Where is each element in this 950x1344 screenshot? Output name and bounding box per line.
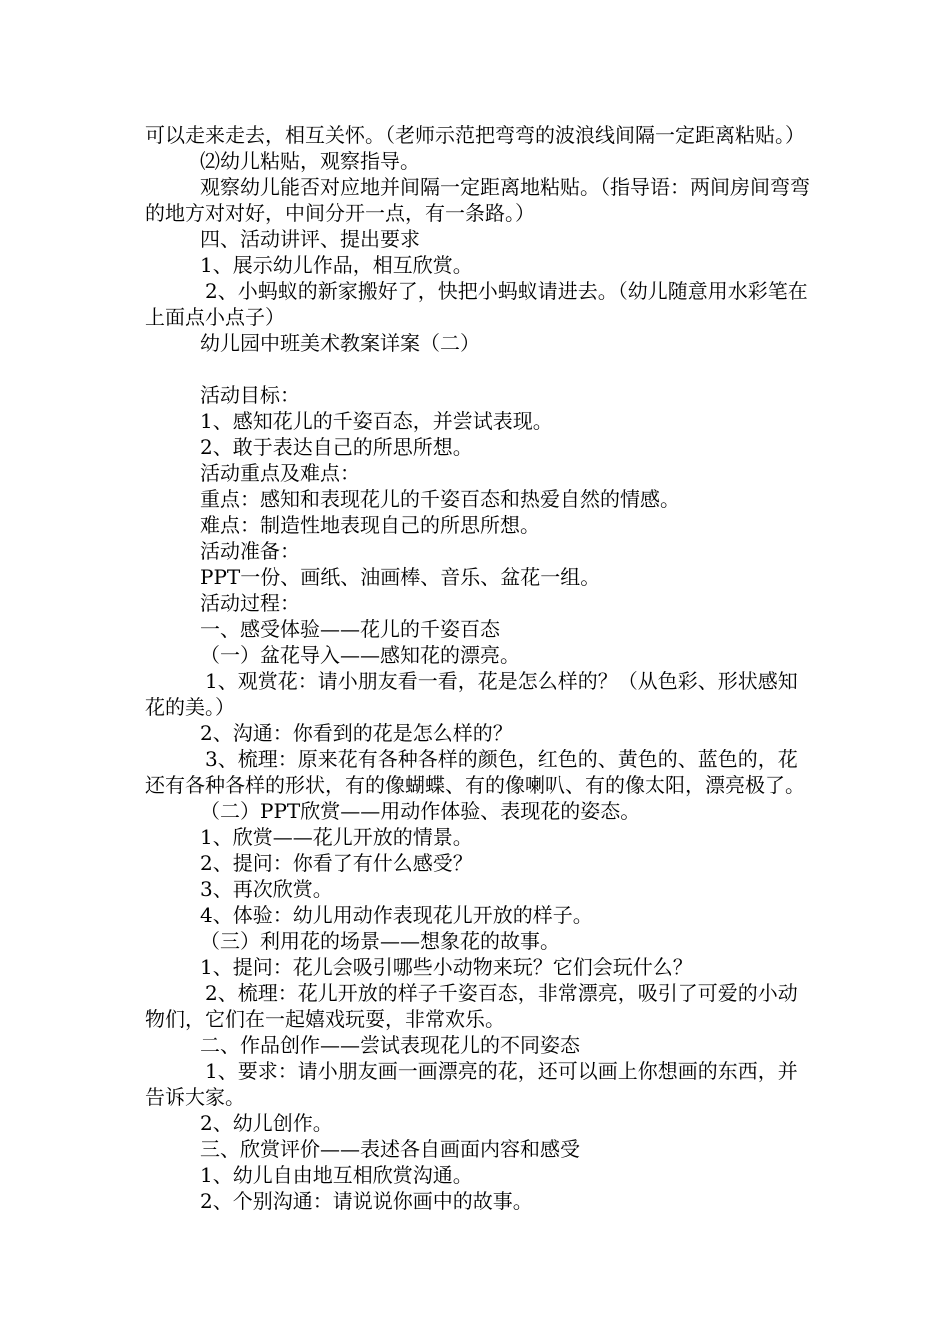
paragraph: 3、再次欣赏。 [200, 877, 333, 901]
paragraph: 可以走来走去，相互关怀。（老师示范把弯弯的波浪线间隔一定距离粘贴。） [145, 123, 805, 147]
subsection-heading: （二）PPT欣赏——用动作体验、表现花的姿态。 [200, 799, 641, 823]
section-heading: 三、欣赏评价——表述各自画面内容和感受 [200, 1137, 580, 1161]
section-heading: 活动准备： [200, 539, 300, 563]
paragraph: ⑵幼儿粘贴，观察指导。 [200, 149, 420, 173]
document-body [145, 122, 810, 1214]
paragraph: 2、梳理：花儿开放的样子千姿百态，非常漂亮，吸引了可爱的小动物们，它们在一起嬉戏玩耍，非常欢乐。 [145, 981, 798, 1031]
paragraph: 2、提问：你看了有什么感受？ [200, 851, 473, 875]
paragraph: 2、个别沟通：请说说你画中的故事。 [200, 1189, 533, 1213]
subsection-heading: （三）利用花的场景——想象花的故事。 [200, 929, 560, 953]
paragraph: 2、小蚂蚁的新家搬好了，快把小蚂蚁请进去。（幼儿随意用水彩笔在上面点小点子） [145, 279, 808, 329]
section-heading: 四、活动讲评、提出要求 [200, 227, 420, 251]
document-subtitle: 幼儿园中班美术教案详案（二） [200, 331, 480, 355]
section-heading: 二、作品创作——尝试表现花儿的不同姿态 [200, 1033, 580, 1057]
paragraph: 2、沟通：你看到的花是怎么样的？ [200, 721, 513, 745]
paragraph: PPT一份、画纸、油画棒、音乐、盆花一组。 [200, 565, 601, 589]
paragraph: 观察幼儿能否对应地并间隔一定距离地粘贴。（指导语：两间房间弯弯的地方对对好，中间分开一点，有一条路。） [145, 175, 810, 225]
paragraph: 1、提问：花儿会吸引哪些小动物来玩？它们会玩什么？ [200, 955, 693, 979]
paragraph: 4、体验：幼儿用动作表现花儿开放的样子。 [200, 903, 593, 927]
paragraph: 1、展示幼儿作品，相互欣赏。 [200, 253, 473, 277]
subsection-heading: （一）盆花导入——感知花的漂亮。 [200, 643, 520, 667]
section-heading: 活动目标： [200, 383, 300, 407]
section-heading: 一、感受体验——花儿的千姿百态 [200, 617, 500, 641]
paragraph: 1、幼儿自由地互相欣赏沟通。 [200, 1163, 473, 1187]
paragraph: 2、敢于表达自己的所思所想。 [200, 435, 473, 459]
paragraph: 重点：感知和表现花儿的千姿百态和热爱自然的情感。 [200, 487, 680, 511]
paragraph: 1、欣赏——花儿开放的情景。 [200, 825, 473, 849]
paragraph: 1、观赏花：请小朋友看一看，花是怎么样的？（从色彩、形状感知花的美。） [145, 669, 798, 719]
section-heading: 活动过程： [200, 591, 300, 615]
paragraph: 1、要求：请小朋友画一画漂亮的花，还可以画上你想画的东西，并告诉大家。 [145, 1059, 798, 1109]
paragraph: 3、梳理：原来花有各种各样的颜色，红色的、黄色的、蓝色的，花还有各种各样的形状，有的像蝴蝶、有的像喇叭、有的像太阳，漂亮极了。 [145, 747, 805, 797]
section-heading: 活动重点及难点： [200, 461, 360, 485]
paragraph: 1、感知花儿的千姿百态，并尝试表现。 [200, 409, 553, 433]
paragraph: 难点：制造性地表现自己的所思所想。 [200, 513, 540, 537]
paragraph: 2、幼儿创作。 [200, 1111, 333, 1135]
blank-line [145, 356, 810, 382]
